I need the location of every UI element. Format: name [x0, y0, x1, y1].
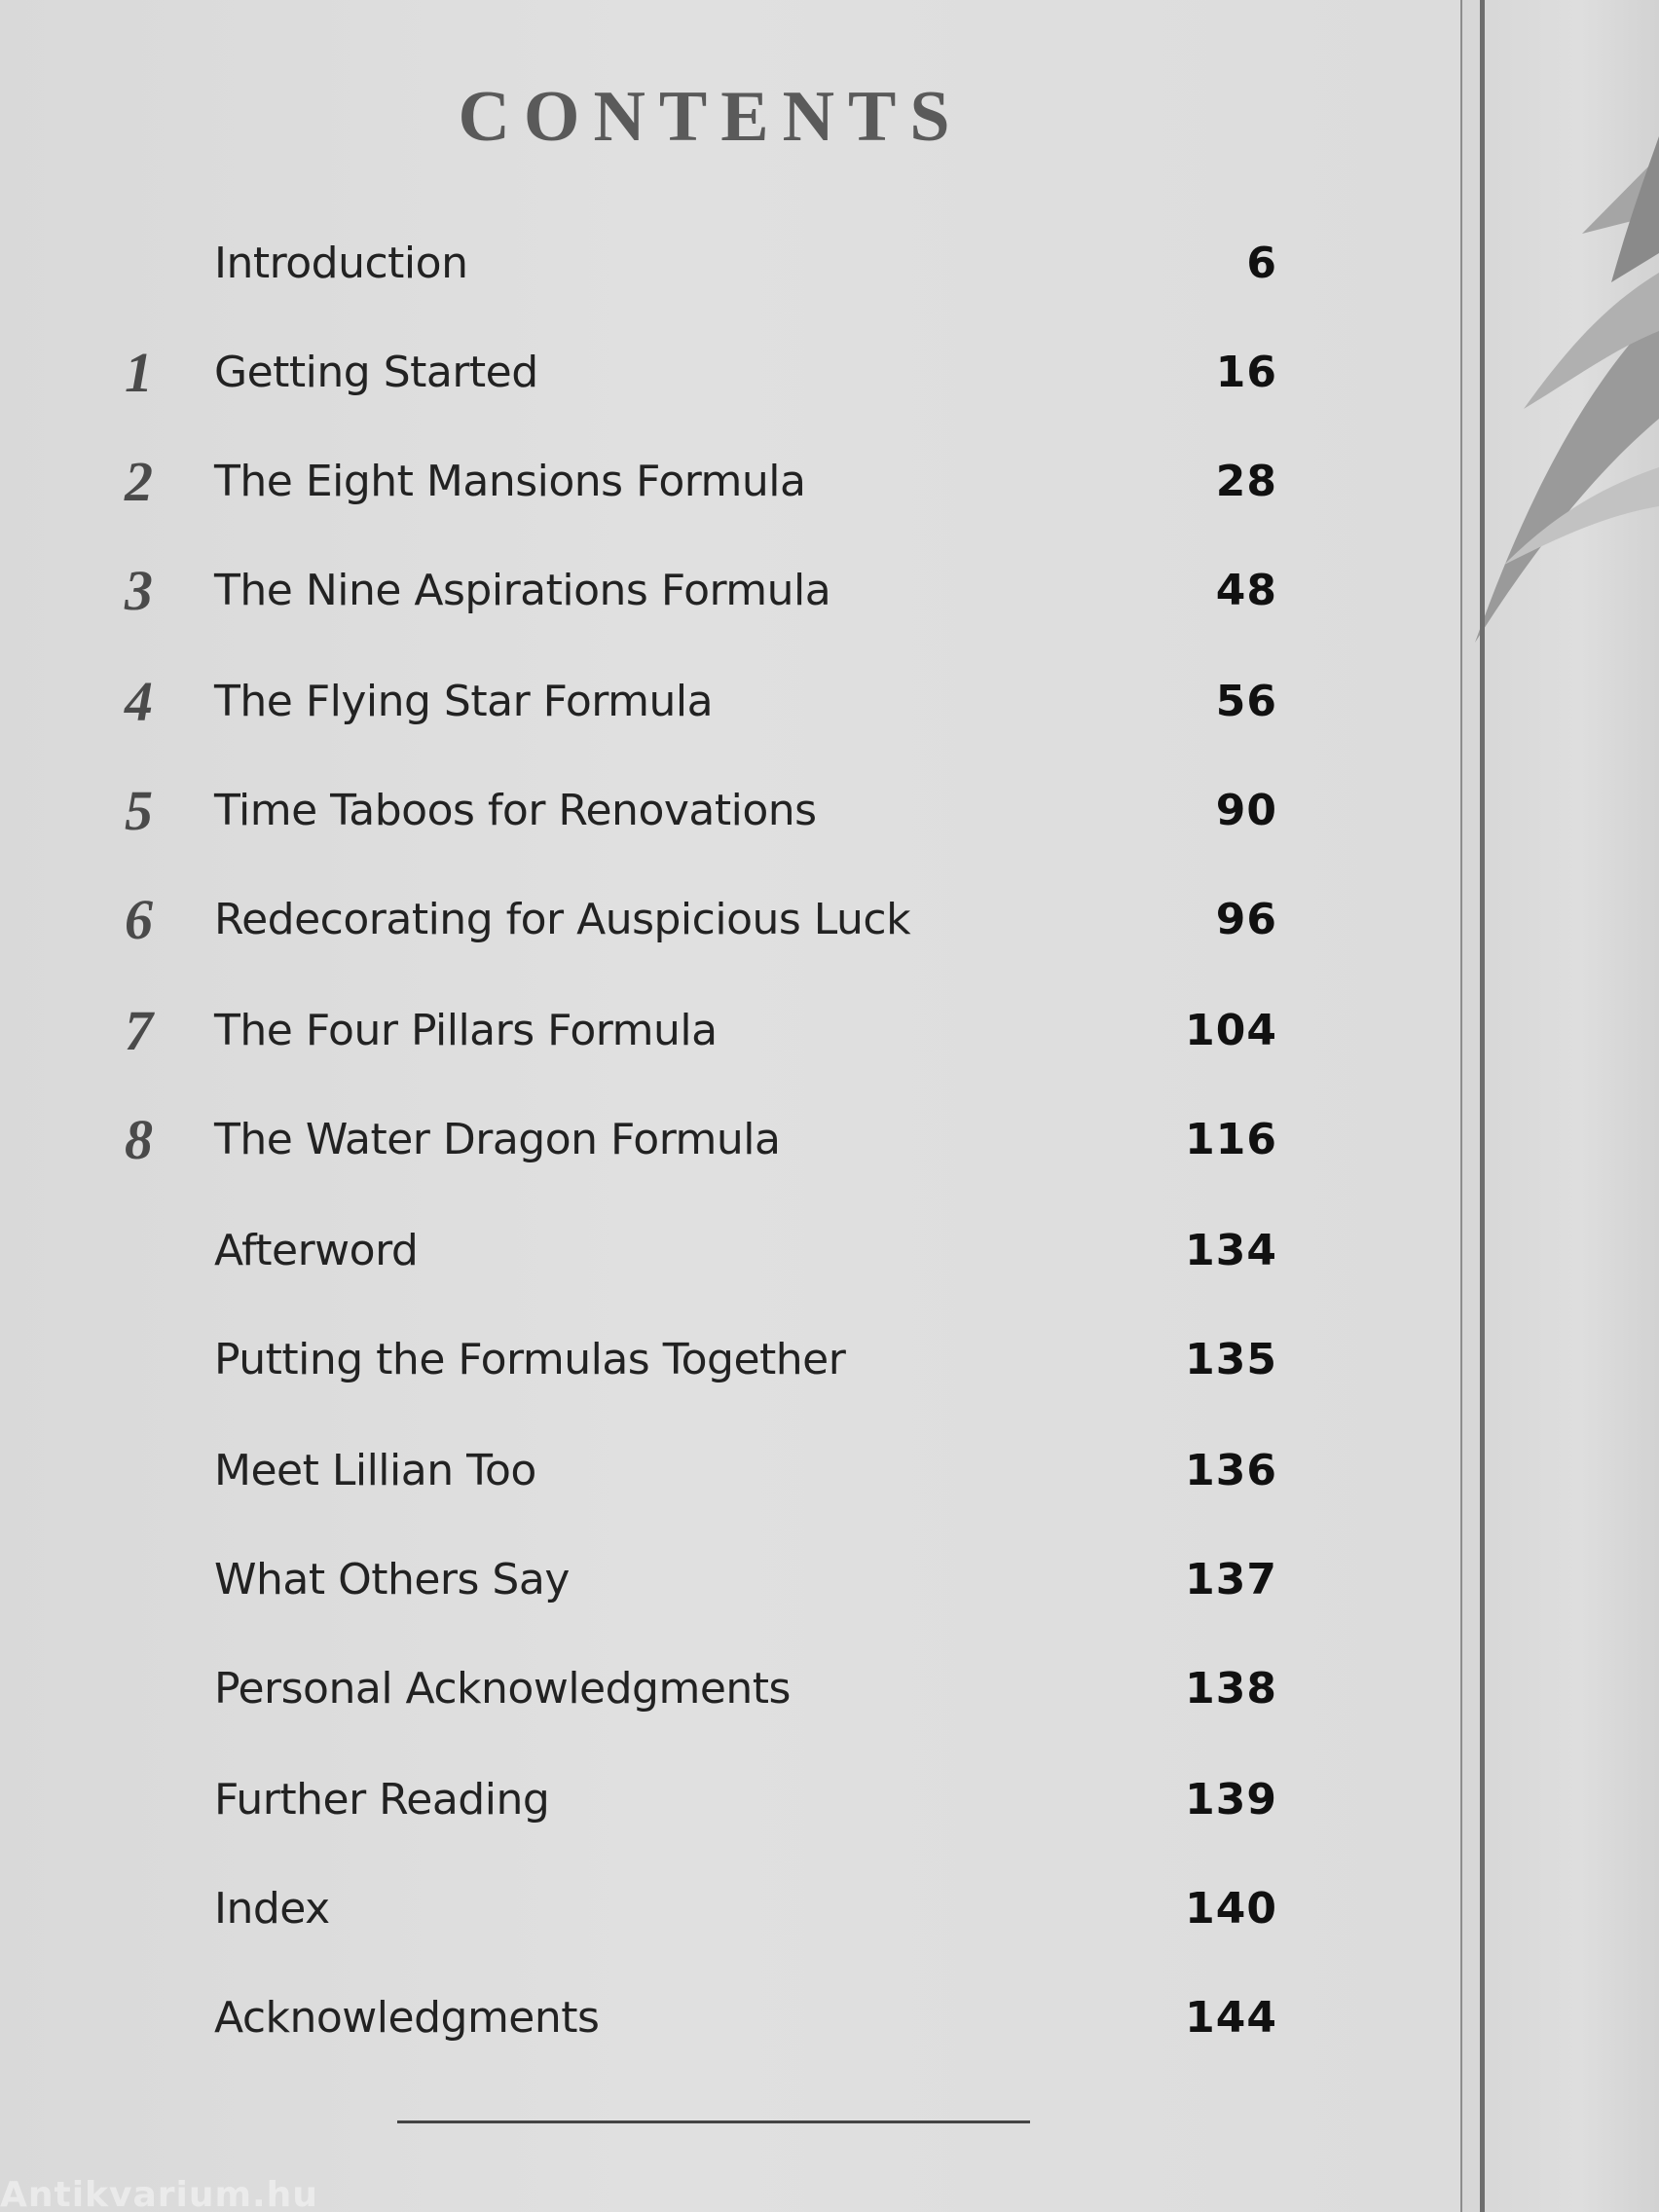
entry-page-number: 96 [1215, 895, 1277, 944]
entry-title: Introduction [214, 239, 468, 288]
entry-page-number: 90 [1215, 786, 1277, 835]
toc-entry [0, 1865, 1285, 1953]
entry-page-number: 48 [1215, 566, 1277, 615]
toc-entry [0, 220, 1285, 308]
entry-page-number: 28 [1215, 457, 1277, 506]
toc-entry [0, 1096, 1285, 1184]
entry-title: Afterword [214, 1226, 419, 1275]
toc-entry [0, 1207, 1285, 1295]
bottom-divider [397, 2120, 1030, 2123]
toc-entry [0, 876, 1285, 964]
entry-title: The Four Pillars Formula [214, 1006, 718, 1055]
entry-title: The Nine Aspirations Formula [214, 566, 831, 615]
entry-page-number: 137 [1185, 1555, 1277, 1604]
toc-entry [0, 1427, 1285, 1515]
toc-entry [0, 547, 1285, 635]
entry-title: The Water Dragon Formula [214, 1115, 781, 1164]
toc-entry [0, 329, 1285, 417]
entry-title: Personal Acknowledgments [214, 1664, 791, 1714]
watermark: Antikvarium.hu [0, 2179, 318, 2212]
entry-title: Meet Lillian Too [214, 1446, 536, 1495]
entry-page-number: 104 [1185, 1006, 1277, 1055]
entry-page-number: 134 [1185, 1226, 1277, 1275]
entry-page-number: 116 [1185, 1115, 1277, 1164]
page-border-thick-line [1480, 0, 1485, 2212]
entry-page-number: 136 [1185, 1446, 1277, 1495]
toc-entry [0, 658, 1285, 746]
entry-title: Acknowledgments [214, 1993, 600, 2043]
page-title: CONTENTS [458, 77, 964, 157]
entry-page-number: 138 [1185, 1664, 1277, 1714]
entry-title: Index [214, 1884, 330, 1934]
entry-page-number: 6 [1246, 239, 1277, 288]
entry-title: Time Taboos for Renovations [214, 786, 817, 835]
toc-entry [0, 987, 1285, 1075]
toc-entry [0, 1316, 1285, 1404]
toc-entry [0, 767, 1285, 855]
leaf-decoration-icon [1465, 97, 1659, 682]
toc-entry [0, 1756, 1285, 1844]
chapter-number: 5 [125, 779, 153, 842]
chapter-number: 8 [125, 1108, 153, 1171]
chapter-number: 3 [125, 559, 153, 622]
chapter-number: 4 [125, 670, 153, 733]
toc-entry [0, 1974, 1285, 2062]
chapter-number: 7 [125, 999, 153, 1062]
entry-page-number: 139 [1185, 1775, 1277, 1825]
chapter-number: 2 [125, 450, 153, 513]
entry-page-number: 16 [1215, 348, 1277, 397]
entry-page-number: 135 [1185, 1335, 1277, 1384]
entry-title: Redecorating for Auspicious Luck [214, 895, 911, 944]
entry-title: What Others Say [214, 1555, 570, 1604]
entry-title: Getting Started [214, 348, 538, 397]
page-border-thin-line [1460, 0, 1462, 2212]
toc-entry [0, 1645, 1285, 1733]
entry-page-number: 140 [1185, 1884, 1277, 1934]
toc-entry [0, 1536, 1285, 1624]
chapter-number: 1 [125, 341, 153, 404]
entry-page-number: 56 [1215, 677, 1277, 726]
entry-title: Putting the Formulas Together [214, 1335, 846, 1384]
entry-page-number: 144 [1185, 1993, 1277, 2043]
entry-title: The Flying Star Formula [214, 677, 714, 726]
chapter-number: 6 [125, 888, 153, 951]
toc-entry [0, 438, 1285, 526]
entry-title: The Eight Mansions Formula [214, 457, 806, 506]
entry-title: Further Reading [214, 1775, 550, 1825]
